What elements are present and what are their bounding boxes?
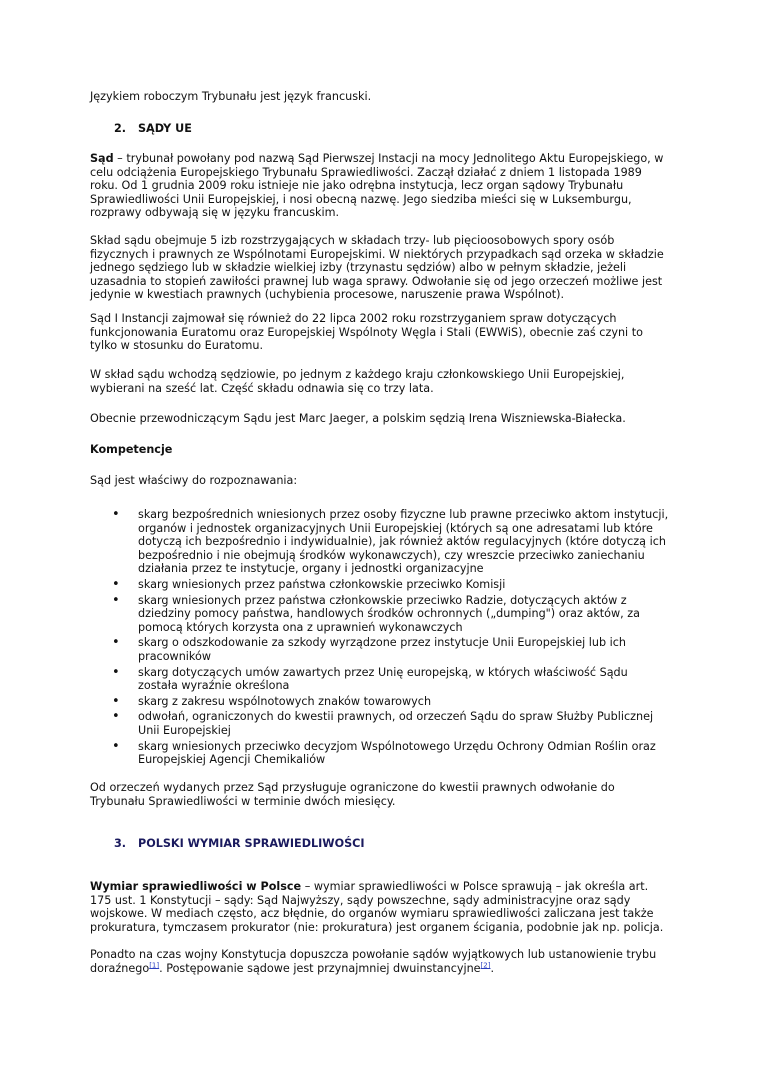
competences-intro: Sąd jest właściwy do rozpoznawania:	[90, 474, 298, 487]
president-paragraph: Obecnie przewodniczącym Sądu jest Marc Jaeger, a polskim sędzią Irena Wiszniewska-Białecka.	[90, 412, 626, 425]
list-item: • skarg wniesionych przez państwa członkowskie przeciwko Radzie, dotyczących aktów z dziedziny pomocy państwa, handlowych środków ochronnych („dumping") oraz aktów, za pomocą których korzysta ona z uprawnień wykonawczych	[90, 594, 670, 635]
list-item: • skarg wniesionych przeciwko decyzjom Wspólnotowego Urzędu Ochrony Odmian Roślin oraz Europejskiej Agencji Chemikaliów	[90, 740, 670, 767]
footnote-link-2[interactable]: [2]	[480, 960, 491, 969]
wartime-text-2: . Postępowanie sądowe jest przynajmniej dwuinstancyjne	[159, 961, 481, 975]
competences-list	[90, 508, 670, 769]
appeal-paragraph: Od orzeczeń wydanych przez Sąd przysługuje ograniczone do kwestii prawnych odwołanie do Trybunału Sprawiedliwości w terminie dwóch miesięcy.	[90, 781, 615, 808]
judges-paragraph: W skład sądu wchodzą sędziowie, po jednym z każdego kraju członkowskiego Unii Europejskiej, wybierani na sześć lat. Część składu odnawia się co trzy lata.	[90, 368, 625, 395]
court-description-paragraph	[90, 152, 670, 220]
section-3-title: POLSKI WYMIAR SPRAWIEDLIWOŚCI	[138, 837, 365, 850]
court-composition-paragraph: Skład sądu obejmuje 5 izb rozstrzygających w składach trzy- lub pięcioosobowych spory osób fizycznych i prawnych ze Wspólnotami Europejskimi. W niektórych przypadkach sąd orzeka w składzie jednego sędziego lub w składzie wielkiej izby (trzynastu sędziów) albo w pełnym składzie, jeżeli uzasadnia to stopień zawiłości prawnej lub waga sprawy. Odwołanie się od jego orzeczeń możliwe jest jedynie w kwestiach prawnych (uchybienia procesowe, naruszenie prawa Wspólnot).	[90, 234, 664, 302]
court-description-text: – trybunał powołany pod nazwą Sąd Pierwszej Instacji na mocy Jednolitego Aktu Europejskiego, w celu odciążenia Europejskiego Trybunału Sprawiedliwości. Zaczął działać z dniem 1 listopada 1989 roku. Od 1 grudnia 2009 roku istnieje nie jako odrębna instytucja, lecz organ sądowy Trybunału Sprawiedliwości Unii Europejskiej, i nosi obecną nazwę. Jego siedziba mieści się w Luksemburgu, rozprawy odbywają się w języku francuskim.	[90, 152, 664, 220]
list-item: • odwołań, ograniczonych do kwestii prawnych, od orzeczeń Sądu do spraw Służby Publicznej Unii Europejskiej	[90, 710, 670, 737]
wartime-text-1: Ponadto na czas wojny Konstytucja dopuszcza powołanie sądów wyjątkowych lub ustanowienie trybu doraźnego	[90, 948, 657, 975]
section-3-number: 3.	[114, 837, 127, 850]
list-item: • skarg dotyczących umów zawartych przez Unię europejską, w których właściwość Sądu została wyraźnie określona	[90, 666, 670, 693]
list-item: • skarg bezpośrednich wniesionych przez osoby fizyczne lub prawne przeciwko aktom instytucji, organów i jednostek organizacyjnych Unii Europejskiej (których są one adresatami lub które dotyczą ich bezpośrednio i indywidualnie), jak również aktów regulacyjnych (które dotyczą ich bezpośrednio i nie obejmują środków wykonawczych), czy wreszcie przeciwko zaniechaniu działania przez te instytucje, organy i jednostki organizacyjne	[90, 508, 670, 576]
intro-paragraph: Językiem roboczym Trybunału jest język francuski.	[90, 90, 372, 103]
court-term: Sąd	[90, 152, 114, 165]
section-2-number: 2.	[114, 122, 127, 135]
section-2-title: SĄDY UE	[138, 122, 192, 135]
polish-justice-paragraph	[90, 880, 670, 934]
section-2-heading	[114, 122, 192, 135]
wartime-text-3: .	[490, 961, 495, 975]
polish-justice-text: – wymiar sprawiedliwości w Polsce sprawują – jak określa art. 175 ust. 1 Konstytucji – sądy: Sąd Najwyższy, sądy powszechne, sądy administracyjne oraz sądy wojskowe. W mediach często, acz błędnie, do organów wymiaru sprawiedliwości zaliczana jest także prokuratura, tymczasem prokurator (nie: prokuratura) jest organem ścigania, podobnie jak np. policja.	[90, 880, 664, 934]
footnote-link-1[interactable]: [1]	[149, 960, 160, 969]
euratom-paragraph: Sąd I Instancji zajmował się również do 22 lipca 2002 roku rozstrzyganiem spraw dotyczących funkcjonowania Euratomu oraz Europejskiej Wspólnoty Węgla i Stali (EWWiS), obecnie zaś czyni to tylko w stosunku do Euratomu.	[90, 312, 643, 353]
list-item: • skarg o odszkodowanie za szkody wyrządzone przez instytucje Unii Europejskiej lub ich pracowników	[90, 636, 670, 663]
list-item: • skarg z zakresu wspólnotowych znaków towarowych	[90, 695, 670, 709]
competences-heading: Kompetencje	[90, 443, 173, 456]
wartime-paragraph	[90, 948, 670, 975]
section-3-heading	[114, 837, 365, 850]
list-item: • skarg wniesionych przez państwa członkowskie przeciwko Komisji	[90, 578, 670, 592]
polish-justice-term: Wymiar sprawiedliwości w Polsce	[90, 880, 302, 893]
